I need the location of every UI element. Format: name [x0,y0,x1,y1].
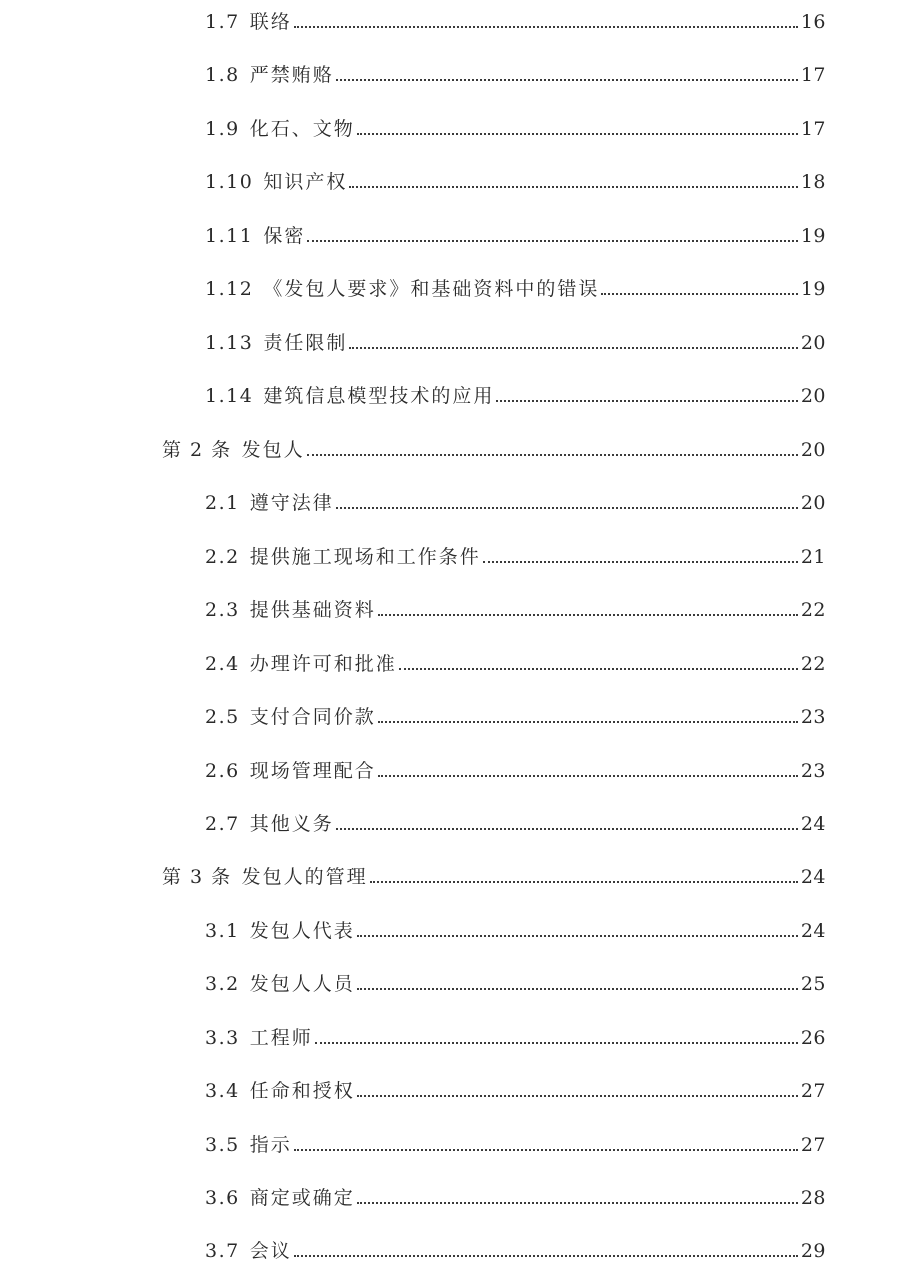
dot-leader [399,668,798,670]
dot-leader [307,240,797,242]
toc-entry-page: 26 [800,1027,826,1049]
toc-entry-page: 28 [800,1187,826,1209]
toc-entry [205,539,826,569]
toc-entry-title: 化石、文物 [249,118,355,140]
dot-leader [357,988,798,990]
toc-entry-page: 20 [800,492,826,514]
toc-entry-page: 20 [800,332,826,354]
toc-entry-number: 1.11 [205,225,254,247]
toc-entry-number: 2.5 [205,706,240,728]
toc-entry-number: 3.4 [205,1080,240,1102]
toc-entry-page: 25 [800,973,826,995]
toc-entry [205,1233,826,1263]
dot-leader [357,1095,798,1097]
toc-entry-title: 遵守法律 [249,492,334,514]
dot-leader [336,79,798,81]
toc-entry-title: 支付合同价款 [249,706,376,728]
toc-entry-number: 2.4 [205,653,240,675]
toc-chapter-number: 第 2 条 [162,439,232,461]
toc-entry-number: 1.7 [205,11,240,33]
toc-entry-page: 22 [800,599,826,621]
dot-leader [349,186,797,188]
toc-entry-page: 22 [800,653,826,675]
dot-leader [378,614,798,616]
toc-entry [205,325,826,355]
toc-chapter-page: 24 [800,866,826,888]
toc-entry-page: 27 [800,1134,826,1156]
toc-entry-number: 1.10 [205,171,254,193]
dot-leader [357,935,798,937]
dot-leader [315,1042,798,1044]
toc-entry [205,1127,826,1157]
toc-entry-number: 3.7 [205,1240,240,1262]
toc-entry-number: 1.8 [205,64,240,86]
toc-entry-page: 24 [800,920,826,942]
toc-entry [205,4,826,34]
dot-leader [601,293,797,295]
toc-entry-number: 3.6 [205,1187,240,1209]
toc-entry-title: 提供基础资料 [249,599,376,621]
toc-entry-page: 27 [800,1080,826,1102]
toc-chapter [162,432,826,462]
dot-leader [483,561,798,563]
toc-entry-page: 18 [800,171,826,193]
toc-entry-page: 20 [800,385,826,407]
toc-entry [205,699,826,729]
toc-entry [205,806,826,836]
toc-entry-page: 16 [800,11,826,33]
toc-entry [205,753,826,783]
toc-entry [205,1073,826,1103]
toc-entry-page: 23 [800,760,826,782]
toc-entry-number: 1.14 [205,385,254,407]
dot-leader [294,1149,798,1151]
toc-entry-title: 知识产权 [263,171,348,193]
toc-chapter-number: 第 3 条 [162,866,232,888]
toc-entry-page: 23 [800,706,826,728]
toc-entry-number: 2.3 [205,599,240,621]
toc-entry [205,164,826,194]
toc-entry-title: 发包人人员 [249,973,355,995]
toc-entry-title: 联络 [249,11,292,33]
toc-entry-title: 会议 [249,1240,292,1262]
toc-entry-title: 提供施工现场和工作条件 [249,546,481,568]
toc-entry [205,378,826,408]
toc-chapter-title: 发包人 [241,439,305,461]
toc-entry-title: 现场管理配合 [249,760,376,782]
toc-entry-number: 2.7 [205,813,240,835]
toc-entry-number: 3.2 [205,973,240,995]
toc-entry-page: 17 [800,118,826,140]
toc-entry-page: 17 [800,64,826,86]
toc-entry-title: 发包人代表 [249,920,355,942]
dot-leader [496,400,797,402]
dot-leader [294,26,798,28]
toc-entry-number: 3.3 [205,1027,240,1049]
toc-entry-title: 任命和授权 [249,1080,355,1102]
toc-entry [205,485,826,515]
toc-entry [205,271,826,301]
toc-entry [205,57,826,87]
toc-entry-number: 2.1 [205,492,240,514]
toc-entry [205,592,826,622]
toc-entry-number: 3.1 [205,920,240,942]
toc-entry-title: 办理许可和批准 [249,653,397,675]
toc-entry-title: 严禁贿赂 [249,64,334,86]
dot-leader [336,828,798,830]
toc-entry [205,218,826,248]
toc-entry-title: 工程师 [249,1027,313,1049]
toc-entry-title: 商定或确定 [249,1187,355,1209]
toc-entry-page: 21 [800,546,826,568]
toc-entry-title: 责任限制 [263,332,348,354]
toc-entry-number: 2.6 [205,760,240,782]
toc-chapter [162,859,826,889]
dot-leader [378,721,798,723]
dot-leader [349,347,797,349]
toc-entry-page: 19 [800,225,826,247]
dot-leader [294,1255,798,1257]
toc-entry-number: 3.5 [205,1134,240,1156]
dot-leader [307,454,798,456]
toc-entry-page: 29 [800,1240,826,1262]
toc-entry-title: 建筑信息模型技术的应用 [263,385,495,407]
toc-entry [205,1020,826,1050]
toc-entry-title: 《发包人要求》和基础资料中的错误 [263,278,600,300]
dot-leader [378,775,798,777]
toc-entry [205,913,826,943]
toc-entry-title: 保密 [263,225,306,247]
toc-chapter-page: 20 [800,439,826,461]
toc-entry-number: 2.2 [205,546,240,568]
toc-entry [205,111,826,141]
dot-leader [357,133,798,135]
toc-entry-page: 19 [800,278,826,300]
toc-entry-page: 24 [800,813,826,835]
dot-leader [357,1202,798,1204]
toc-entry [205,966,826,996]
dot-leader [336,507,798,509]
toc-chapter-title: 发包人的管理 [241,866,368,888]
toc-entry-number: 1.9 [205,118,240,140]
toc-entry [205,1180,826,1210]
toc-entry [205,646,826,676]
toc-entry-number: 1.13 [205,332,254,354]
toc-entry-title: 指示 [249,1134,292,1156]
dot-leader [370,881,798,883]
toc-entry-title: 其他义务 [249,813,334,835]
toc-entry-number: 1.12 [205,278,254,300]
